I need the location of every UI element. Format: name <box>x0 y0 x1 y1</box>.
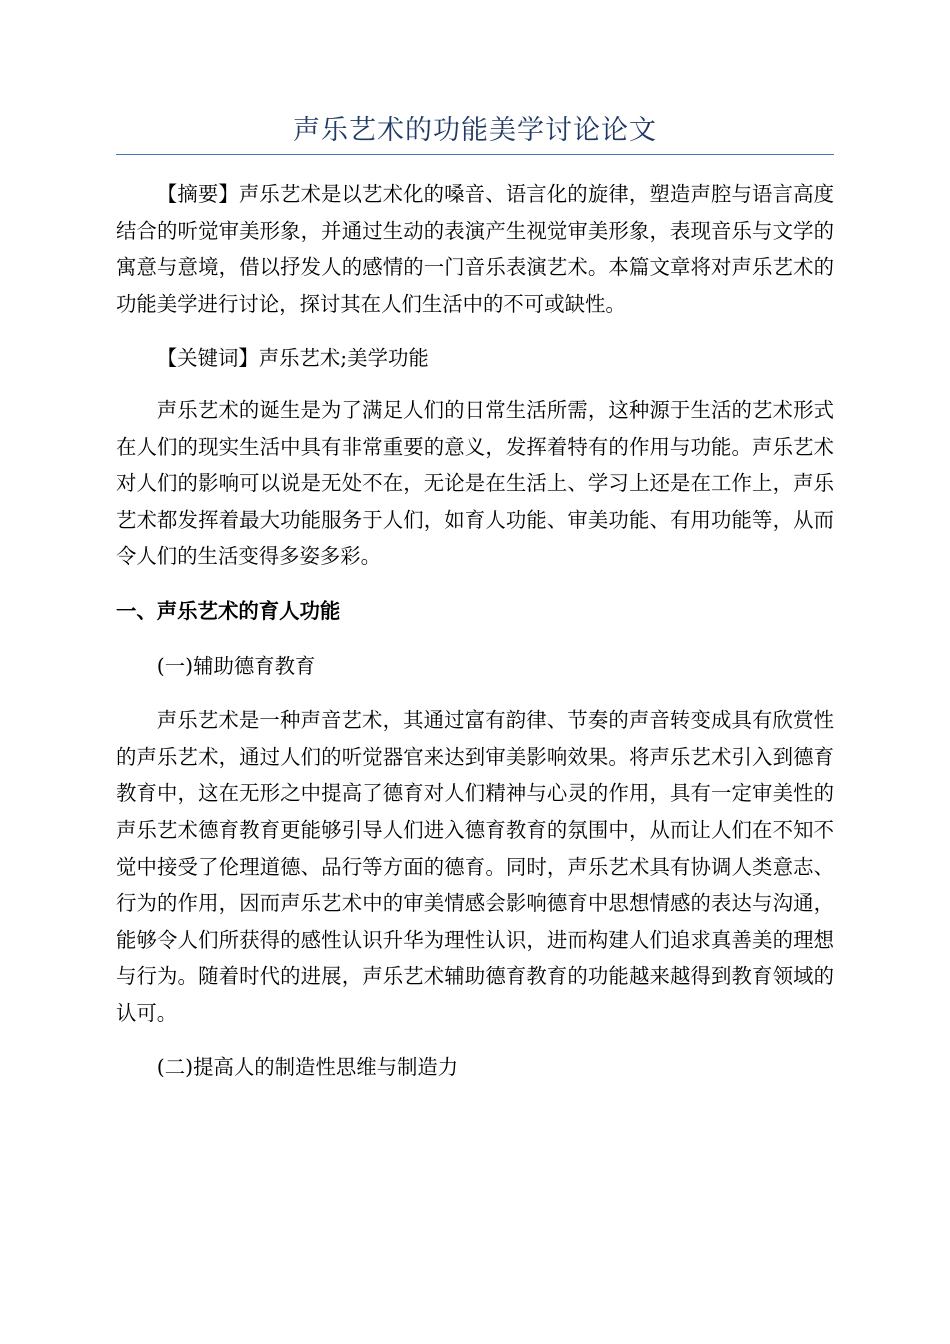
document-body <box>116 176 834 1104</box>
document-title: 声乐艺术的功能美学讨论论文 <box>293 115 657 146</box>
intro-paragraph: 声乐艺术的诞生是为了满足人们的日常生活所需，这种源于生活的艺术形式在人们的现实生活中具有非常重要的意义，发挥着特有的作用与功能。声乐艺术对人们的影响可以说是无处不在，无论是在生活上、学习上还是在工作上，声乐艺术都发挥着最大功能服务于人们，如育人功能、审美功能、有用功能等，从而令人们的生活变得多姿多彩。 <box>116 397 834 569</box>
subsection-heading: (二)提高人的制造性思维与制造力 <box>156 1055 459 1080</box>
subsection-heading: (一)辅助德育教育 <box>156 653 316 678</box>
title-underline <box>116 154 834 155</box>
keywords-paragraph: 【关键词】声乐艺术;美学功能 <box>156 346 429 371</box>
abstract-paragraph: 【摘要】声乐艺术是以艺术化的嗓音、语言化的旋律，塑造声腔与语言高度结合的听觉审美形象，并通过生动的表演产生视觉审美形象，表现音乐与文学的寓意与意境，借以抒发人的感情的一门音乐表演艺术。本篇文章将对声乐艺术的功能美学进行讨论，探讨其在人们生活中的不可或缺性。 <box>116 182 834 316</box>
body-paragraph: 声乐艺术是一种声音艺术，其通过富有韵律、节奏的声音转变成具有欣赏性的声乐艺术，通过人们的听觉器官来达到审美影响效果。将声乐艺术引入到德育教育中，这在无形之中提高了德育对人们精神与心灵的作用，具有一定审美性的声乐艺术德育教育更能够引导人们进入德育教育的氛围中，从而让人们在不知不觉中接受了伦理道德、品行等方面的德育。同时，声乐艺术具有协调人类意志、行为的作用，因而声乐艺术中的审美情感会影响德育中思想情感的表达与沟通，能够令人们所获得的感性认识升华为理性认识，进而构建人们追求真善美的理想与行为。随着时代的进展，声乐艺术辅助德育教育的功能越来越得到教育领域的认可。 <box>116 708 834 1025</box>
section-heading: 一、声乐艺术的育人功能 <box>116 598 341 623</box>
